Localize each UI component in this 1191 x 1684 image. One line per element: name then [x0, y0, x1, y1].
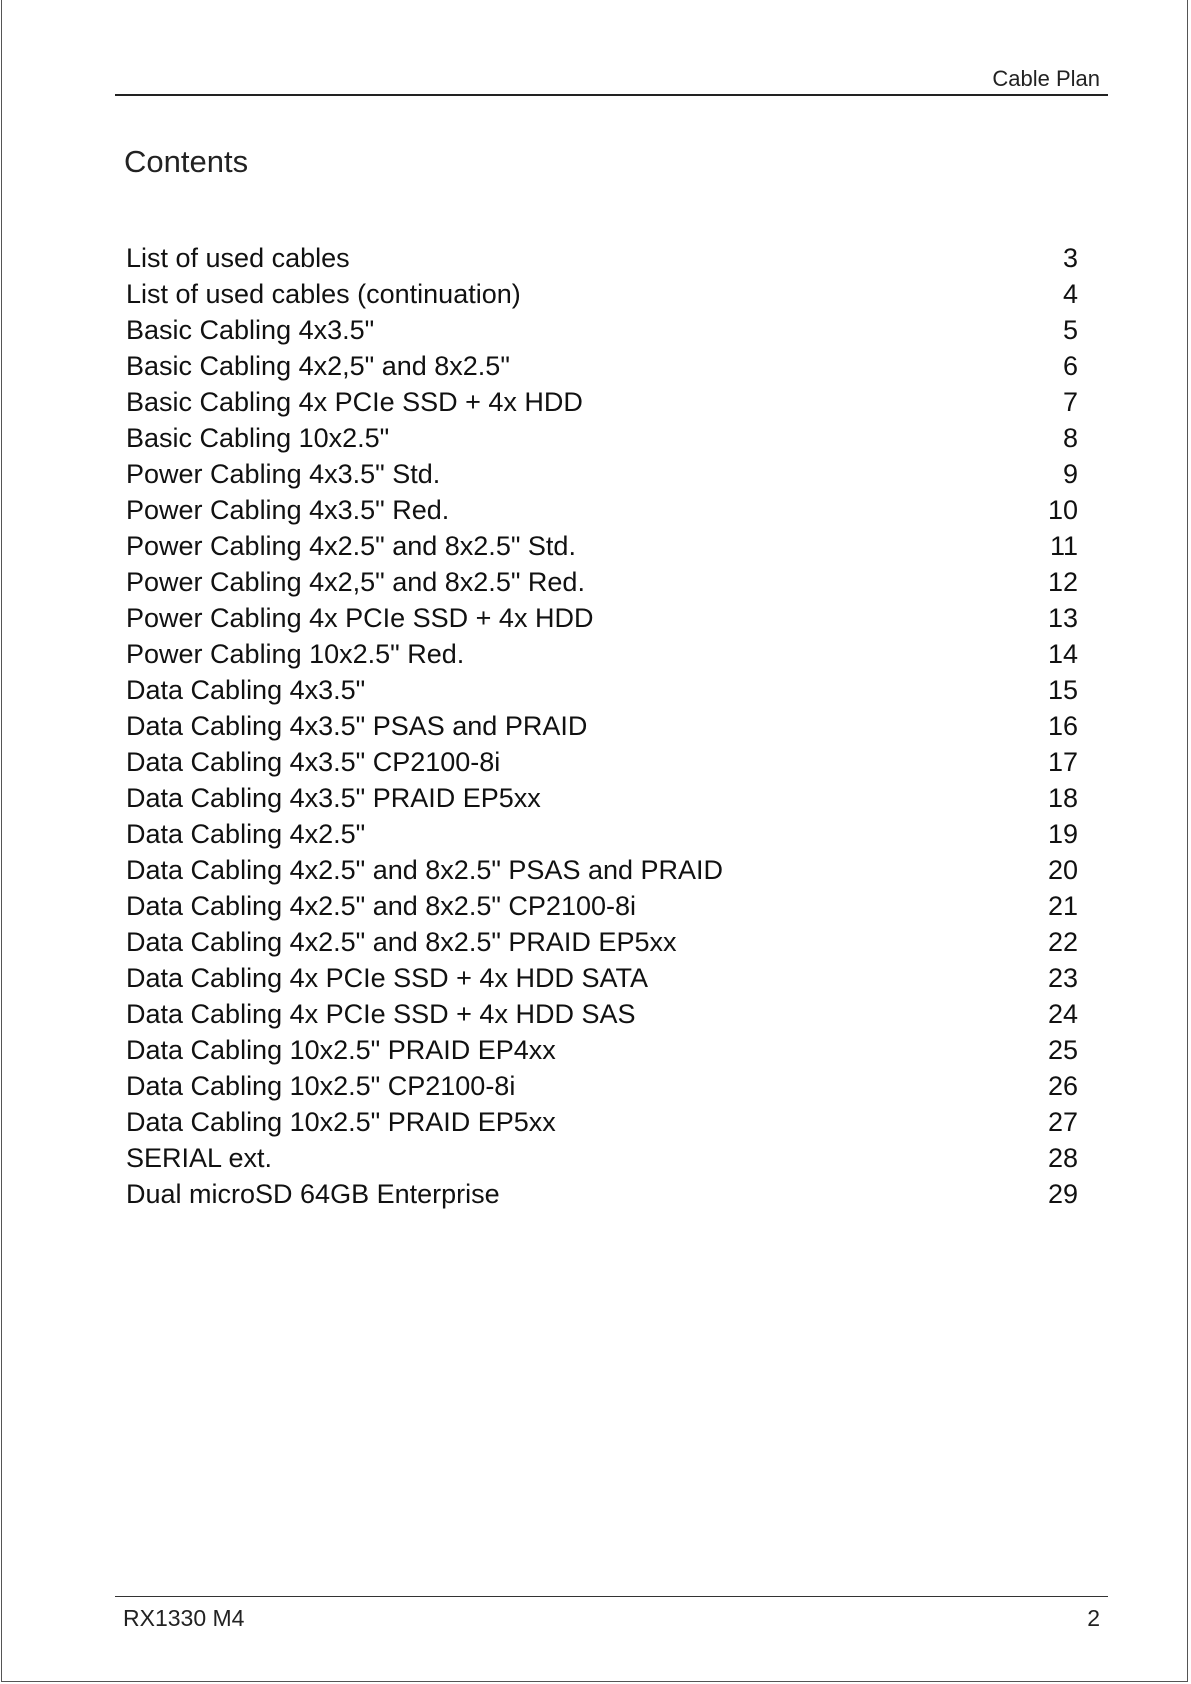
toc-entry-page: 25 — [1047, 1035, 1078, 1065]
toc-entry-title: Power Cabling 10x2.5" Red. — [126, 639, 465, 669]
toc-entry[interactable] — [126, 924, 1078, 960]
contents-heading: Contents — [124, 144, 249, 179]
toc-entry-page: 10 — [1047, 495, 1078, 525]
toc-entry-page: 16 — [1047, 711, 1078, 741]
toc-entry-title: Data Cabling 4x2.5" and 8x2.5" CP2100-8i — [126, 891, 636, 921]
toc-entry[interactable] — [126, 1068, 1078, 1104]
toc-entry-title: Data Cabling 4x3.5" — [126, 675, 366, 705]
toc-entry[interactable] — [126, 276, 1078, 312]
toc-entry[interactable] — [126, 1104, 1078, 1140]
toc-entry-page: 27 — [1047, 1107, 1078, 1137]
toc-entry-title: SERIAL ext. — [126, 1143, 273, 1173]
toc-entry-page: 22 — [1047, 927, 1078, 957]
toc-entry-title: List of used cables — [126, 243, 350, 273]
toc-entry[interactable] — [126, 492, 1078, 528]
toc-entry[interactable] — [126, 312, 1078, 348]
toc-entry-page: 14 — [1047, 639, 1078, 669]
toc-entry-page: 3 — [1062, 243, 1078, 273]
toc-entry-page: 7 — [1062, 387, 1078, 417]
toc-entry-title: Basic Cabling 10x2.5" — [126, 423, 390, 453]
toc-entry-title: Data Cabling 4x2.5" and 8x2.5" PRAID EP5xx — [126, 927, 677, 957]
toc-entry-title: Data Cabling 4x PCIe SSD + 4x HDD SAS — [126, 999, 636, 1029]
toc-entry[interactable] — [126, 1032, 1078, 1068]
footer-model: RX1330 M4 — [123, 1605, 245, 1631]
toc-entry-title: Data Cabling 4x PCIe SSD + 4x HDD SATA — [126, 963, 648, 993]
toc-entry[interactable] — [126, 240, 1078, 276]
toc-entry[interactable] — [126, 600, 1078, 636]
toc-entry-page: 4 — [1062, 279, 1078, 309]
toc-entry[interactable] — [126, 384, 1078, 420]
toc-entry[interactable] — [126, 960, 1078, 996]
toc-entry-title: Power Cabling 4x2.5" and 8x2.5" Std. — [126, 531, 576, 561]
toc-entry-title: Data Cabling 10x2.5" PRAID EP5xx — [126, 1107, 556, 1137]
toc-entry[interactable] — [126, 528, 1078, 564]
toc-entry-page: 24 — [1047, 999, 1078, 1029]
page-frame — [1, 0, 1188, 1682]
toc-entry-title: Power Cabling 4x2,5" and 8x2.5" Red. — [126, 567, 585, 597]
toc-entry-page: 12 — [1047, 567, 1078, 597]
page-footer — [115, 1596, 1108, 1633]
toc-entry[interactable] — [126, 816, 1078, 852]
toc-entry-page: 21 — [1047, 891, 1078, 921]
toc-entry-page: 19 — [1047, 819, 1078, 849]
toc-entry-title: Basic Cabling 4x PCIe SSD + 4x HDD — [126, 387, 583, 417]
toc-entry-title: Basic Cabling 4x2,5" and 8x2.5" — [126, 351, 510, 381]
toc-entry-title: List of used cables (continuation) — [126, 279, 521, 309]
toc-entry-page: 18 — [1047, 783, 1078, 813]
toc-entry[interactable] — [126, 348, 1078, 384]
toc-entry[interactable] — [126, 672, 1078, 708]
toc-entry-title: Dual microSD 64GB Enterprise — [126, 1179, 500, 1209]
toc-entry-page: 17 — [1047, 747, 1078, 777]
toc-entry-title: Data Cabling 4x2.5" — [126, 819, 366, 849]
toc-entry[interactable] — [126, 780, 1078, 816]
toc-entry-title: Data Cabling 10x2.5" PRAID EP4xx — [126, 1035, 556, 1065]
toc-entry-page: 23 — [1047, 963, 1078, 993]
toc-entry[interactable] — [126, 456, 1078, 492]
toc-entry-title: Data Cabling 10x2.5" CP2100-8i — [126, 1071, 516, 1101]
toc-entry[interactable] — [126, 1140, 1078, 1176]
toc-entry[interactable] — [126, 708, 1078, 744]
header-title: Cable Plan — [992, 66, 1100, 91]
toc-entry-page: 20 — [1047, 855, 1078, 885]
toc-entry[interactable] — [126, 996, 1078, 1032]
table-of-contents — [126, 240, 1078, 1212]
toc-entry-title: Data Cabling 4x3.5" PRAID EP5xx — [126, 783, 541, 813]
page-header — [115, 64, 1108, 96]
toc-entry-page: 8 — [1062, 423, 1078, 453]
toc-entry-page: 28 — [1047, 1143, 1078, 1173]
toc-entry-title: Power Cabling 4x3.5" Std. — [126, 459, 441, 489]
toc-entry-title: Data Cabling 4x3.5" PSAS and PRAID — [126, 711, 588, 741]
footer-page-number: 2 — [1087, 1605, 1100, 1631]
toc-entry-page: 13 — [1047, 603, 1078, 633]
toc-entry-page: 9 — [1062, 459, 1078, 489]
toc-entry-title: Data Cabling 4x3.5" CP2100-8i — [126, 747, 501, 777]
toc-entry[interactable] — [126, 1176, 1078, 1212]
toc-entry-title: Data Cabling 4x2.5" and 8x2.5" PSAS and PRAID — [126, 855, 724, 885]
toc-entry-page: 6 — [1062, 351, 1078, 381]
toc-entry[interactable] — [126, 852, 1078, 888]
toc-entry-title: Basic Cabling 4x3.5" — [126, 315, 375, 345]
toc-entry-title: Power Cabling 4x PCIe SSD + 4x HDD — [126, 603, 594, 633]
toc-entry-page: 11 — [1049, 531, 1078, 561]
toc-entry-page: 29 — [1047, 1179, 1078, 1209]
toc-entry-page: 5 — [1062, 315, 1078, 345]
toc-entry-page: 26 — [1047, 1071, 1078, 1101]
toc-entry[interactable] — [126, 744, 1078, 780]
toc-entry[interactable] — [126, 564, 1078, 600]
toc-entry-page: 15 — [1047, 675, 1078, 705]
toc-entry-title: Power Cabling 4x3.5" Red. — [126, 495, 450, 525]
toc-entry[interactable] — [126, 888, 1078, 924]
toc-entry[interactable] — [126, 636, 1078, 672]
toc-entry[interactable] — [126, 420, 1078, 456]
